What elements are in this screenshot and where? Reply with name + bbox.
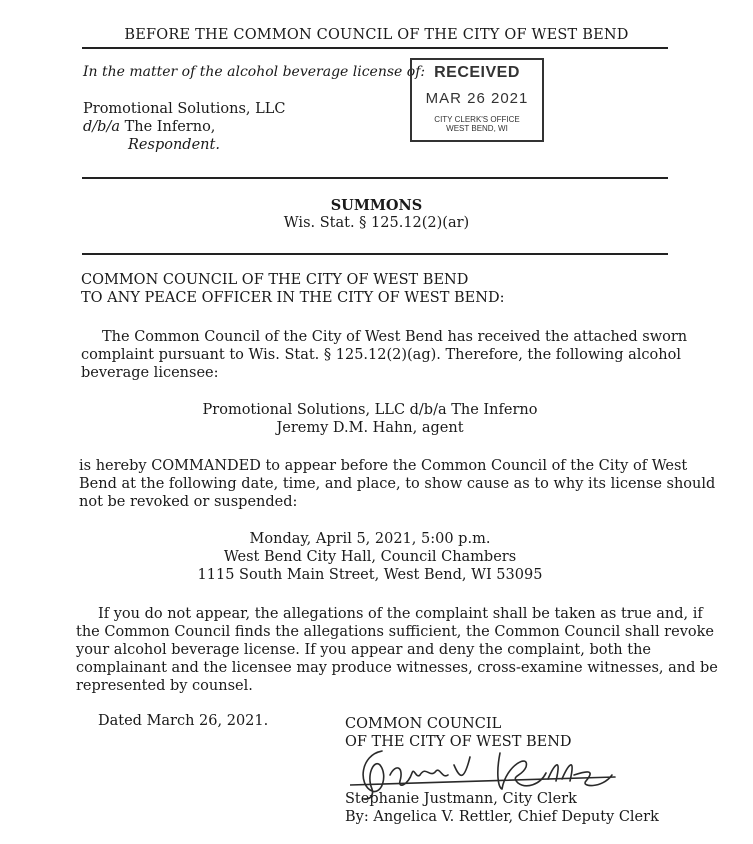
stamp-office: CITY CLERK'S OFFICE [434,115,520,124]
stamp-city: WEST BEND, WI [446,124,508,133]
signature-council-line-1: COMMON COUNCIL [345,716,502,732]
dated-line: Dated March 26, 2021. [98,713,269,729]
matter-line: In the matter of the alcohol beverage license of: [83,64,426,80]
paragraph-3-line: represented by counsel. [76,678,253,694]
paragraph-3-line: If you do not appear, the allegations of the complaint shall be taken as true and, if [98,606,703,622]
summons-title: SUMMONS [330,197,423,214]
caption-rule [82,177,668,179]
address-line-2: TO ANY PEACE OFFICER IN THE CITY OF WEST BEND: [81,290,505,306]
paragraph-2 [79,457,715,511]
paragraph-2-line: not be revoked or suspended: [79,494,298,510]
received-stamp [410,58,544,142]
stamp-title: RECEIVED [434,64,520,81]
paragraph-1-line: beverage licensee: [81,365,219,381]
hearing-datetime: Monday, April 5, 2021, 5:00 p.m. [249,531,491,547]
paragraph-2-line: Bend at the following date, time, and place, to show cause as to why its license should [79,476,716,492]
dba-prefix: d/b/a [83,119,120,135]
stamp-date: MAR 26 2021 [425,90,529,107]
paragraph-3-line: complainant and the licensee may produce witnesses, cross-examine witnesses, and be [76,660,718,676]
hearing-address: 1115 South Main Street, West Bend, WI 53095 [197,567,543,583]
dba-name: The Inferno, [124,119,216,135]
court-heading: BEFORE THE COMMON COUNCIL OF THE CITY OF WEST BEND [124,27,629,43]
licensee-agent: Jeremy D.M. Hahn, agent [276,420,464,436]
paragraph-1-line: The Common Council of the City of West Bend has received the attached sworn [102,329,688,345]
paragraph-1 [81,328,687,382]
paragraph-2-line: is hereby COMMANDED to appear before the Common Council of the City of West [79,458,688,474]
address-line-1: COMMON COUNCIL OF THE CITY OF WEST BEND [81,272,469,288]
paragraph-1-line: complaint pursuant to Wis. Stat. § 125.12(2)(ag). Therefore, the following alcohol [81,347,681,363]
paragraph-3 [76,605,718,695]
signature-deputy-clerk: By: Angelica V. Rettler, Chief Deputy Clerk [345,809,659,825]
paragraph-3-line: your alcohol beverage license. If you appear and deny the complaint, both the [76,642,651,658]
signature-council-line-2: OF THE CITY OF WEST BEND [345,734,572,750]
respondent-label: Respondent. [128,137,220,153]
party-name: Promotional Solutions, LLC [83,101,286,117]
title-rule [82,253,668,255]
paragraph-3-line: the Common Council finds the allegations sufficient, the Common Council shall revoke [76,624,714,640]
hearing-venue: West Bend City Hall, Council Chambers [223,549,517,565]
licensee-name: Promotional Solutions, LLC d/b/a The Inferno [202,402,538,418]
signature-clerk: Stephanie Justmann, City Clerk [345,791,577,807]
header-rule [82,47,668,49]
statute-reference: Wis. Stat. § 125.12(2)(ar) [283,215,470,231]
dba-line [83,119,215,135]
